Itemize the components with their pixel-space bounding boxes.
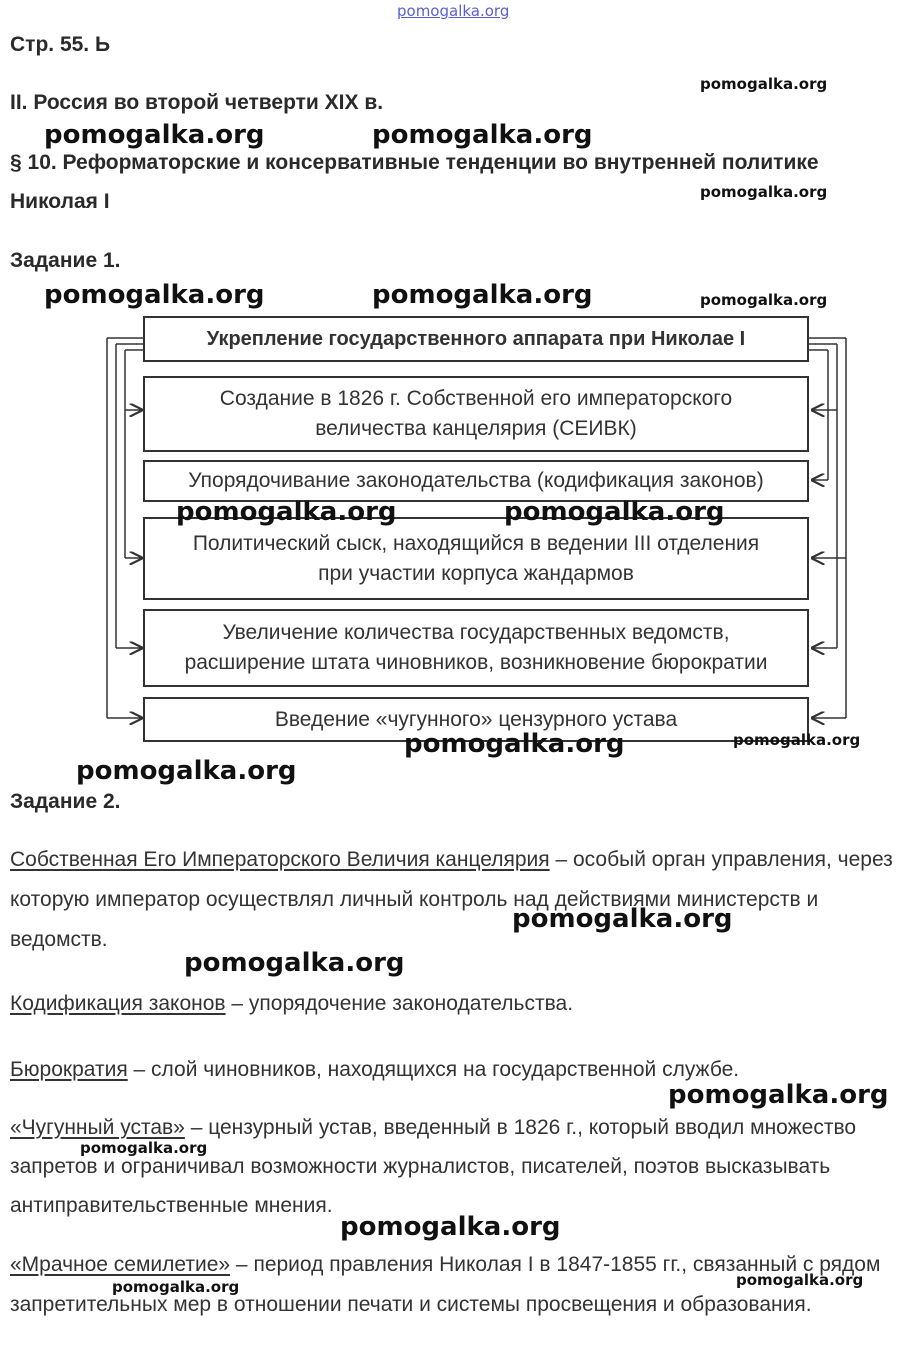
diagram-item-line: при участии корпуса жандармов [318, 561, 634, 585]
definition-term: Собственная Его Императорского Величия канцелярия [10, 848, 550, 871]
watermark: pomogalka.org [504, 497, 725, 527]
definition-term: Кодификация законов [10, 992, 226, 1015]
definition-text: – период правления Николая I в 1847-1855 гг., связанный с рядом запретительных мер в отношении печати и системы просвещения и образования. [10, 1253, 881, 1316]
definition-text: – особый орган управления, через которую император осуществлял личный контроль над действиями министерств и ведомств. [10, 848, 893, 951]
diagram-item [143, 609, 809, 687]
paragraph-title-line1: § 10. Реформаторские и консервативные тенденции во внутренней политике [10, 151, 819, 174]
watermark: pomogalka.org [404, 729, 625, 759]
definition-item [10, 840, 900, 960]
definition-term: «Чугунный устав» [10, 1116, 185, 1139]
watermark: pomogalka.org [176, 497, 397, 527]
watermark: pomogalka.org [112, 1278, 240, 1296]
watermark: pomogalka.org [184, 948, 405, 978]
watermark: pomogalka.org [340, 1212, 561, 1242]
watermark: pomogalka.org [44, 280, 265, 310]
watermark-top[interactable]: pomogalka.org [397, 2, 510, 20]
watermark: pomogalka.org [668, 1080, 889, 1110]
page-reference: Стр. 55. Ь [10, 33, 111, 56]
diagram-item-line: расширение штата чиновников, возникновение бюрократии [184, 651, 768, 674]
watermark: pomogalka.org [700, 75, 828, 93]
watermark: pomogalka.org [76, 756, 297, 786]
watermark: pomogalka.org [512, 904, 733, 934]
watermark: pomogalka.org [736, 1271, 864, 1289]
diagram-item-line: Увеличение количества государственных ведомств, [222, 621, 730, 644]
definition-term: «Мрачное семилетие» [10, 1253, 231, 1276]
section-title: II. Россия во второй четверти XIX в. [10, 91, 384, 114]
watermark: pomogalka.org [700, 183, 828, 201]
definition-term: Бюрократия [10, 1058, 128, 1081]
diagram-item-line: Создание в 1826 г. Собственной его императорского [219, 387, 733, 410]
diagram-title-box [143, 316, 809, 362]
diagram-item [143, 376, 809, 452]
diagram-item [143, 517, 809, 600]
definition-text: – слой чиновников, находящихся на государственной службе. [127, 1058, 740, 1081]
definition-item [10, 1108, 900, 1225]
task1-heading: Задание 1. [10, 249, 121, 272]
diagram-title: Укрепление государственного аппарата при Николае I [206, 328, 746, 350]
watermark: pomogalka.org [372, 120, 593, 150]
definition-text: – цензурный устав, введенный в 1826 г., который вводил множество запретов и ограничивал возможности журналистов, писателей, поэтов высказывать антиправительственные мнения. [10, 1116, 857, 1217]
diagram-item-line: величества канцелярия (СЕИВК) [315, 417, 637, 440]
diagram-item-line: Упорядочивание законодательства (кодификация законов) [188, 469, 764, 492]
watermark: pomogalka.org [44, 120, 265, 150]
watermark: pomogalka.org [372, 280, 593, 310]
watermark: pomogalka.org [733, 731, 861, 749]
diagram-item-line: Политический сыск, находящийся в ведении III отделения [192, 531, 760, 555]
definition-item [10, 984, 900, 1024]
watermark: pomogalka.org [700, 291, 828, 309]
watermark: pomogalka.org [80, 1139, 208, 1157]
diagram-item-line: Введение «чугунного» цензурного устава [274, 707, 678, 731]
paragraph-title-line2: Николая I [10, 190, 110, 213]
definition-text: – упорядочение законодательства. [225, 992, 574, 1015]
diagram-item [143, 460, 809, 502]
task2-heading: Задание 2. [10, 790, 121, 813]
